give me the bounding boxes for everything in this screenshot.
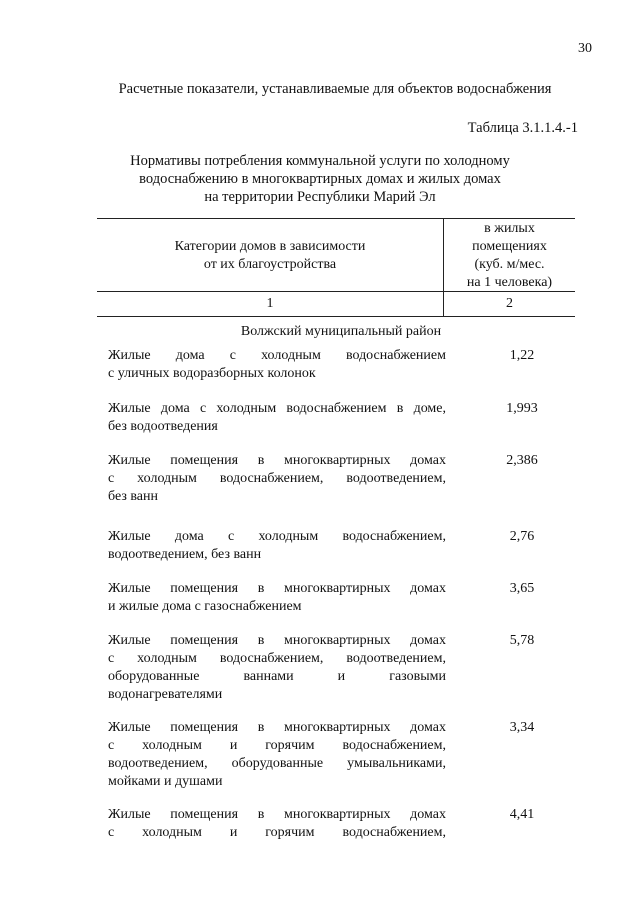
row-line: Жилые дома с холодным водоснабжением в доме, (108, 401, 446, 416)
column-header-line: на 1 человека) (466, 275, 553, 290)
row-value: 3,65 (509, 581, 535, 596)
header-bottom-border (97, 316, 575, 317)
table-title (100, 152, 540, 206)
row-category (108, 580, 446, 616)
row-value: 5,78 (509, 633, 535, 648)
table-title-line: на территории Республики Марий Эл (204, 189, 436, 205)
row-line: с холодным водоснабжением, водоотведением, (108, 471, 446, 486)
page-number: 30 (578, 41, 592, 56)
row-line: водоотведением, без ванн (108, 547, 262, 562)
row-line: Жилые помещения в многоквартирных домах (108, 633, 446, 648)
table-title-line: водоснабжению в многоквартирных домах и жилых домах (139, 171, 501, 187)
column-header-line: Категории домов в зависимости (174, 239, 366, 254)
column-number-1: 1 (266, 296, 274, 311)
column-header-line: в жилых (484, 221, 535, 236)
column-header-line: помещениях (472, 239, 547, 254)
row-category (108, 719, 446, 791)
row-line: с уличных водоразборных колонок (108, 366, 316, 381)
column-header-norm (444, 220, 575, 292)
row-line: Жилые помещения в многоквартирных домах (108, 581, 446, 596)
column-number-2: 2 (506, 296, 513, 311)
row-line: без ванн (108, 489, 158, 504)
row-line: Жилые помещения в многоквартирных домах (108, 720, 446, 735)
row-category (108, 632, 446, 704)
row-value: 1,993 (506, 401, 538, 416)
section-heading: Расчетные показатели, устанавливаемые для объектов водоснабжения (118, 81, 552, 97)
row-category (108, 400, 446, 436)
row-line: Жилые дома с холодным водоснабжением, (108, 529, 446, 544)
row-line: с холодным и горячим водоснабжением, (108, 825, 446, 840)
district-heading: Волжский муниципальный район (240, 324, 442, 339)
row-line: без водоотведения (108, 419, 218, 434)
row-line: с холодным водоснабжением, водоотведением, (108, 651, 446, 666)
table-top-border (97, 218, 575, 219)
row-line: водонагревателями (108, 687, 223, 702)
row-category (108, 806, 446, 842)
column-header-category (97, 238, 443, 274)
row-line: водоотведением, оборудованные умывальниками, (108, 756, 446, 771)
row-value: 1,22 (509, 348, 535, 363)
row-category (108, 528, 446, 564)
row-value: 3,34 (509, 720, 535, 735)
row-line: Жилые помещения в многоквартирных домах (108, 453, 446, 468)
row-line: и жилые дома с газоснабжением (108, 599, 302, 614)
row-line: с холодным и горячим водоснабжением, (108, 738, 446, 753)
row-line: мойками и душами (108, 774, 223, 789)
table-title-line: Нормативы потребления коммунальной услуги по холодному (130, 153, 510, 169)
row-value: 4,41 (509, 807, 535, 822)
row-category (108, 347, 446, 383)
table-label: Таблица 3.1.1.4.-1 (467, 120, 578, 136)
row-value: 2,76 (509, 529, 535, 544)
column-header-line: от их благоустройства (203, 257, 337, 272)
column-header-line: (куб. м/мес. (474, 257, 545, 272)
row-line: оборудованные ваннами и газовыми (108, 669, 446, 684)
row-value: 2,386 (506, 453, 538, 468)
row-line: Жилые помещения в многоквартирных домах (108, 807, 446, 822)
row-category (108, 452, 446, 506)
row-line: Жилые дома с холодным водоснабжением (108, 348, 446, 363)
